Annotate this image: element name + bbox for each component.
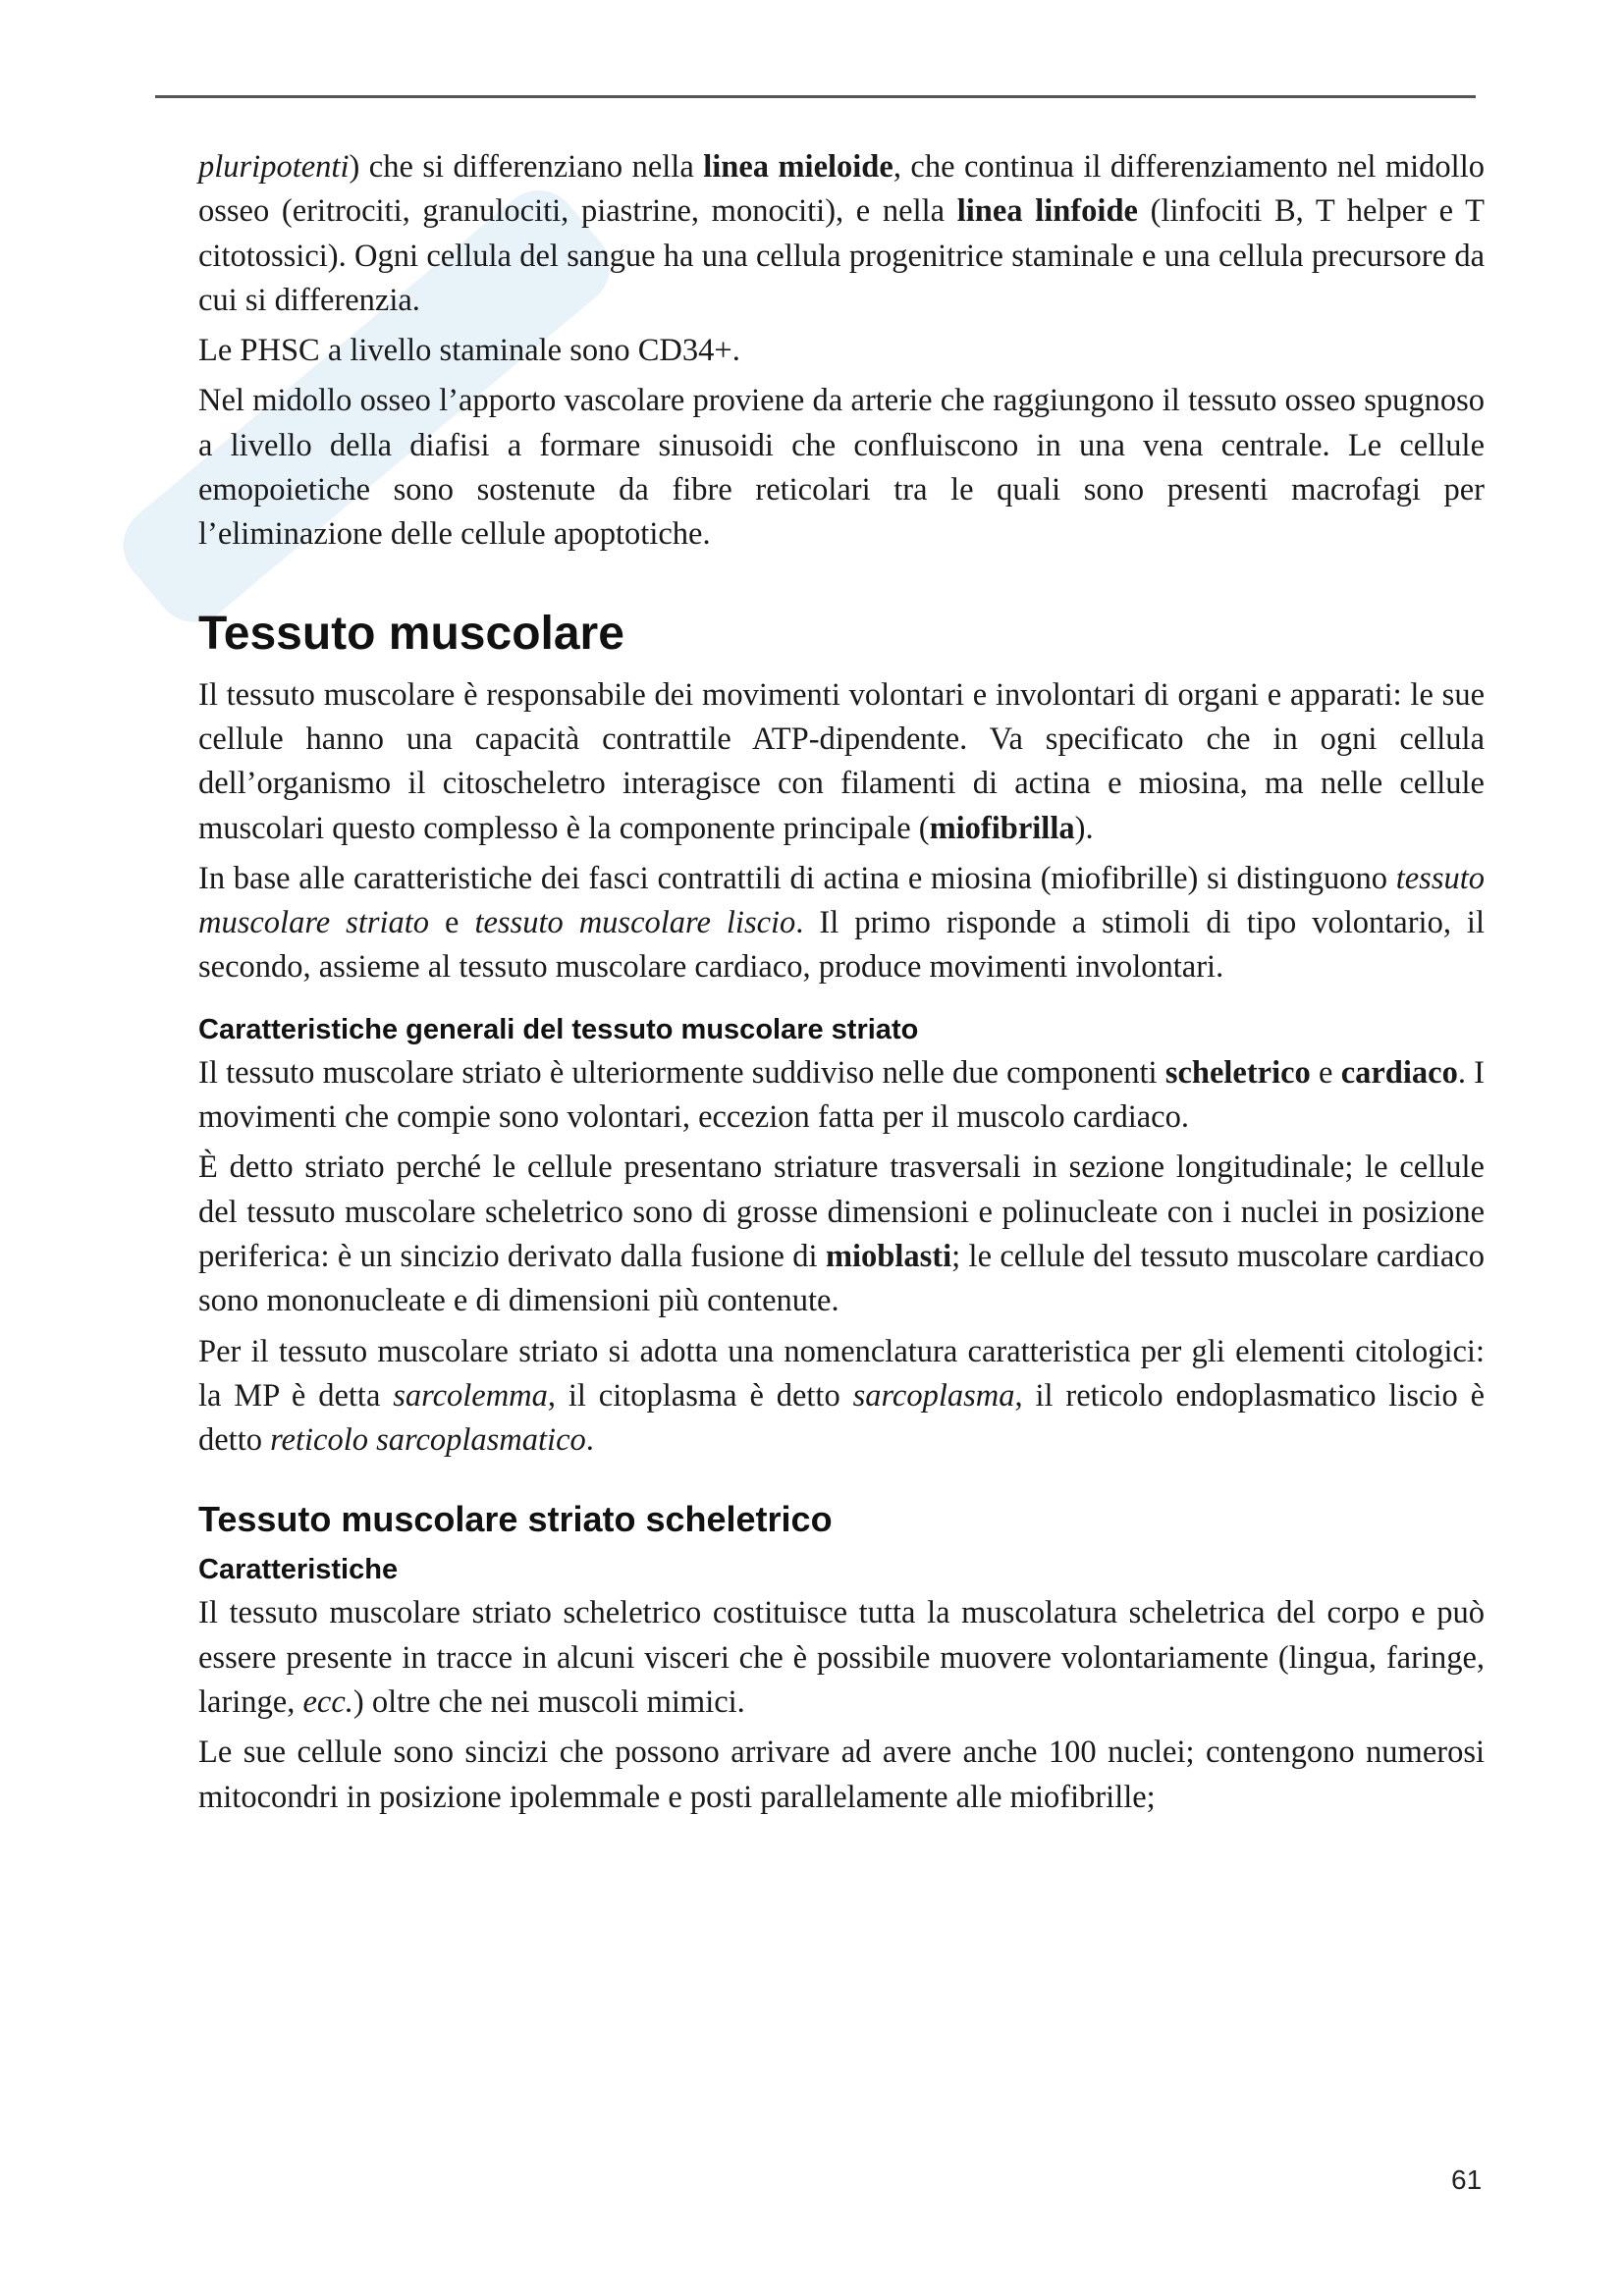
paragraph-striature: È detto striato perché le cellule presentano striature trasversali in sezione longitudinale; le cellule del tessuto muscolare scheletrico sono di grosse dimensioni e polinucleate con i nuclei in posizione periferica: è un sincizio derivato dalla fusione di mioblasti; le cellule del tessuto muscolare cardiaco sono mononucleate e di dimensioni più contenute. xyxy=(198,1149,1485,1319)
paragraph-phsc: Le PHSC a livello staminale sono CD34+. xyxy=(198,333,740,369)
paragraph-striato-componenti: Il tessuto muscolare striato è ulteriormente suddiviso nelle due componenti scheletrico e cardiaco. I movimenti che compie sono volontari, eccezion fatta per il muscolo cardiaco. xyxy=(198,1054,1486,1136)
heading-caratteristiche-generali: Caratteristiche generali del tessuto muscolare striato xyxy=(198,1013,919,1045)
heading-striato-scheletrico: Tessuto muscolare striato scheletrico xyxy=(198,1499,833,1540)
header-rule xyxy=(155,95,1476,98)
paragraph-midollo-osseo: Nel midollo osseo l’apporto vascolare proviene da arterie che raggiungono il tessuto osseo spugnoso a livello della diafisi a formare sinusoidi che confluiscono in una vena centrale. Le cellule emopoietiche sono sostenute da fibre reticolari tra le quali sono presenti macrofagi per l’eliminazione delle cellule apoptotiche. xyxy=(198,383,1485,553)
document-body xyxy=(198,145,1485,1826)
paragraph-nomenclatura: Per il tessuto muscolare striato si adotta una nomenclatura caratteristica per gli elementi citologici: la MP è detta sarcolemma, il citoplasma è detto sarcoplasma, il reticolo endoplasmatico liscio è detto reticolo sarcoplasmatico. xyxy=(198,1333,1486,1459)
paragraph-muscolare-intro: Il tessuto muscolare è responsabile dei movimenti volontari e involontari di organi e apparati: le sue cellule hanno una capacità contrattile ATP-dipendente. Va specificato che in ogni cellula dell’organismo il citoscheletro interagisce con filamenti di actina e miosina, ma nelle cellule muscolari questo complesso è la componente principale (miofibrilla). xyxy=(198,676,1485,846)
paragraph-sincizi: Le sue cellule sono sincizi che possono arrivare ad avere anche 100 nuclei; contengono numerosi mitocondri in posizione ipolemmale e posti parallelamente alle miofibrille; xyxy=(198,1735,1485,1815)
page-number: 61 xyxy=(1451,2164,1483,2195)
paragraph-cellule-staminali: pluripotenti) che si differenziano nella linea mieloide, che continua il differenziamento nel midollo osseo (eritrociti, granulociti, piastrine, monociti), e nella linea linfoide (linfociti B, T helper e T citotossici). Ogni cellula del sangue ha una cellula progenitrice staminale e una cellula precursore da cui si differenzia. xyxy=(198,149,1486,318)
paragraph-scheletrico-distribuzione: Il tessuto muscolare striato scheletrico costituisce tutta la muscolatura scheletrica del corpo e può essere presente in tracce in alcuni visceri che è possibile muovere volontariamente (lingua, faringe, laringe, ecc.) oltre che nei muscoli mimici. xyxy=(198,1595,1485,1721)
paragraph-miofibrille: In base alle caratteristiche dei fasci contrattili di actina e miosina (miofibrille) si distinguono tessuto muscolare striato e tessuto muscolare liscio. Il primo risponde a stimoli di tipo volontario, il secondo, assieme al tessuto muscolare cardiaco, produce movimenti involontari. xyxy=(198,860,1485,986)
heading-caratteristiche: Caratteristiche xyxy=(198,1554,399,1586)
heading-tessuto-muscolare: Tessuto muscolare xyxy=(198,607,624,660)
